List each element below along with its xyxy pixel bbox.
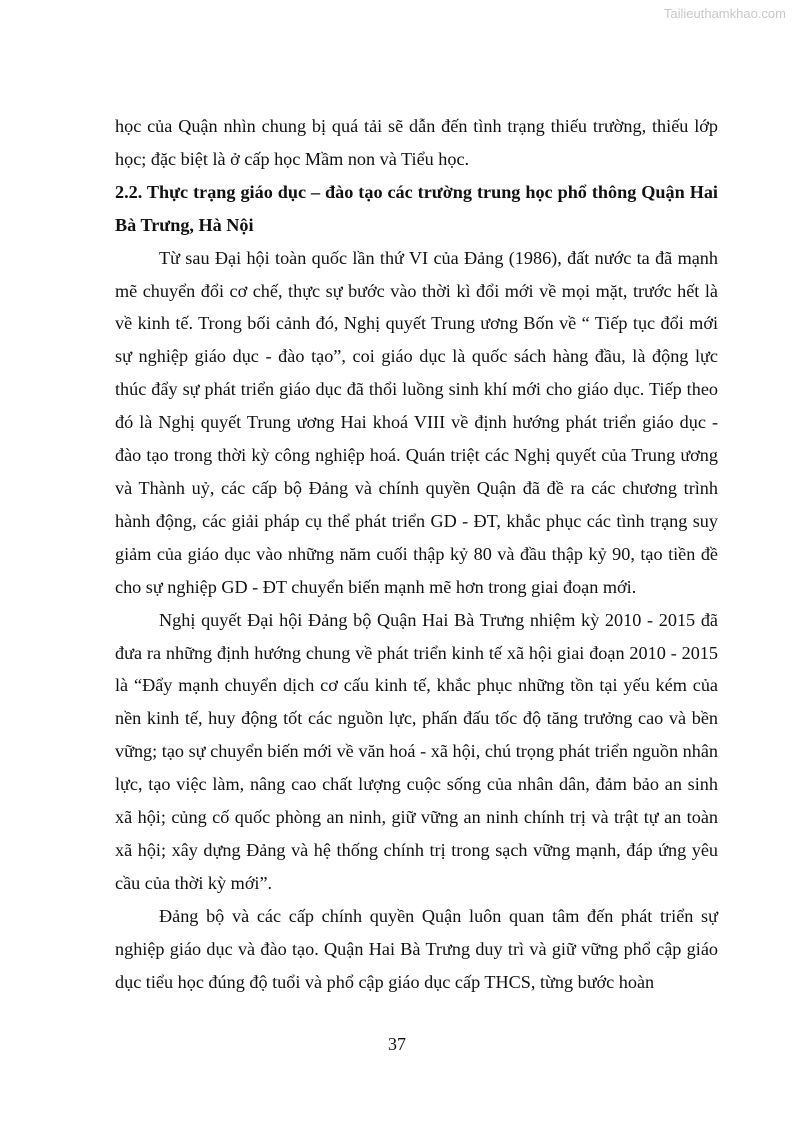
section-heading: 2.2. Thực trạng giáo dục – đào tạo các trường trung học phổ thông Quận Hai Bà Trưng, Hà Nội <box>115 181 718 235</box>
paragraph-continued: học của Quận nhìn chung bị quá tải sẽ dẫn đến tình trạng thiếu trường, thiếu lớp học; đặc biệt là ở cấp học Mầm non và Tiểu học. <box>115 116 718 169</box>
page-number: 37 <box>388 1034 406 1054</box>
paragraph-2: Nghị quyết Đại hội Đảng bộ Quận Hai Bà Trưng nhiệm kỳ 2010 - 2015 đã đưa ra những định hướng chung về phát triển kinh tế xã hội giai đoạn 2010 - 2015 là “Đẩy mạnh chuyển dịch cơ cấu kinh tế, khắc phục những tồn tại yếu kém của nền kinh tế, huy động tốt các nguồn lực, phấn đấu tốc độ tăng trưởng cao và bền vững; tạo sự chuyển biến mới về văn hoá - xã hội, chú trọng phát triển nguồn nhân lực, tạo việc làm, nâng cao chất lượng cuộc sống của nhân dân, đảm bảo an sinh xã hội; củng cố quốc phòng an ninh, giữ vững an ninh chính trị và trật tự an toàn xã hội; xây dựng Đảng và hệ thống chính trị trong sạch vững mạnh, đáp ứng yêu cầu của thời kỳ mới”. <box>115 609 718 893</box>
watermark: Tailieuthamkhao.com <box>663 6 786 21</box>
page-body <box>115 110 718 998</box>
paragraph-3: Đảng bộ và các cấp chính quyền Quận luôn quan tâm đến phát triển sự nghiệp giáo dục và đào tạo. Quận Hai Bà Trưng duy trì và giữ vững phổ cập giáo dục tiểu học đúng độ tuổi và phổ cập giáo dục cấp THCS, từng bước hoàn <box>115 905 718 992</box>
paragraph-1: Từ sau Đại hội toàn quốc lần thứ VI của Đảng (1986), đất nước ta đã mạnh mẽ chuyển đổi cơ chế, thực sự bước vào thời kì đổi mới về mọi mặt, trước hết là về kinh tế. Trong bối cảnh đó, Nghị quyết Trung ương Bốn về “ Tiếp tục đổi mới sự nghiệp giáo dục - đào tạo”, coi giáo dục là quốc sách hàng đầu, là động lực thúc đẩy sự phát triển giáo dục đã thổi luồng sinh khí mới cho giáo dục. Tiếp theo đó là Nghị quyết Trung ương Hai khoá VIII về định hướng phát triển giáo dục - đào tạo trong thời kỳ công nghiệp hoá. Quán triệt các Nghị quyết của Trung ương và Thành uỷ, các cấp bộ Đảng và chính quyền Quận đã đề ra các chương trình hành động, các giải pháp cụ thể phát triển GD - ĐT, khắc phục các tình trạng suy giảm của giáo dục vào những năm cuối thập kỷ 80 và đầu thập kỷ 90, tạo tiền đề cho sự nghiệp GD - ĐT chuyển biến mạnh mẽ hơn trong giai đoạn mới. <box>115 247 718 597</box>
